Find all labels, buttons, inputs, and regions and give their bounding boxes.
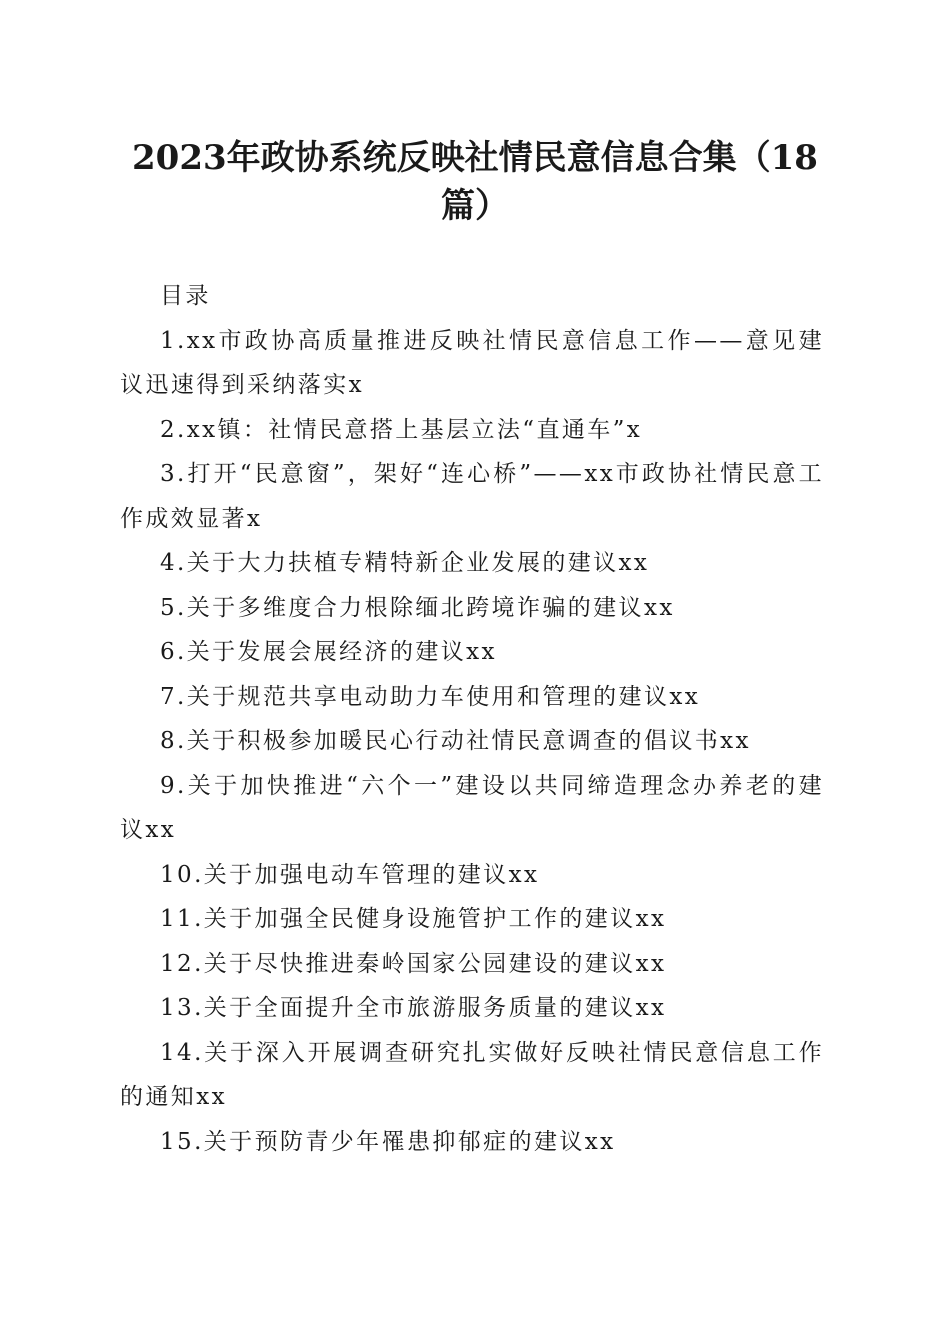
- toc-entry: 10.关于加强电动车管理的建议xx: [160, 861, 540, 888]
- toc-entry: 1.xx市政协高质量推进反映社情民意信息工作——意见建议迅速得到采纳落实x: [120, 327, 824, 398]
- toc-entry: 11.关于加强全民健身设施管护工作的建议xx: [160, 906, 667, 932]
- toc-entry: 7.关于规范共享电动助力车使用和管理的建议xx: [160, 683, 701, 710]
- toc-entry: 8.关于积极参加暖民心行动社情民意调查的倡议书xx: [160, 728, 751, 754]
- toc-entry: 3.打开“民意窗”，架好“连心桥”——xx市政协社情民意工作成效显著x: [120, 461, 824, 532]
- toc-entry: 5.关于多维度合力根除缅北跨境诈骗的建议xx: [160, 594, 675, 621]
- toc-entry: 9.关于加快推进“六个一”建设以共同缔造理念办养老的建议xx: [120, 772, 824, 843]
- table-of-contents: [120, 274, 824, 1164]
- toc-entry: 2.xx镇：社情民意搭上基层立法“直通车”x: [160, 416, 643, 443]
- toc-entry: 6.关于发展会展经济的建议xx: [160, 639, 497, 665]
- toc-heading: 目录: [160, 283, 211, 309]
- toc-entry: 12.关于尽快推进秦岭国家公园建设的建议xx: [160, 950, 667, 977]
- toc-entry: 4.关于大力扶植专精特新企业发展的建议xx: [160, 550, 650, 576]
- document-title: 2023年政协系统反映社情民意信息合集（18篇）: [132, 138, 818, 226]
- toc-entry: 13.关于全面提升全市旅游服务质量的建议xx: [160, 995, 667, 1021]
- toc-entry: 15.关于预防青少年罹患抑郁症的建议xx: [160, 1128, 616, 1155]
- toc-entry: 14.关于深入开展调查研究扎实做好反映社情民意信息工作的通知xx: [120, 1039, 824, 1110]
